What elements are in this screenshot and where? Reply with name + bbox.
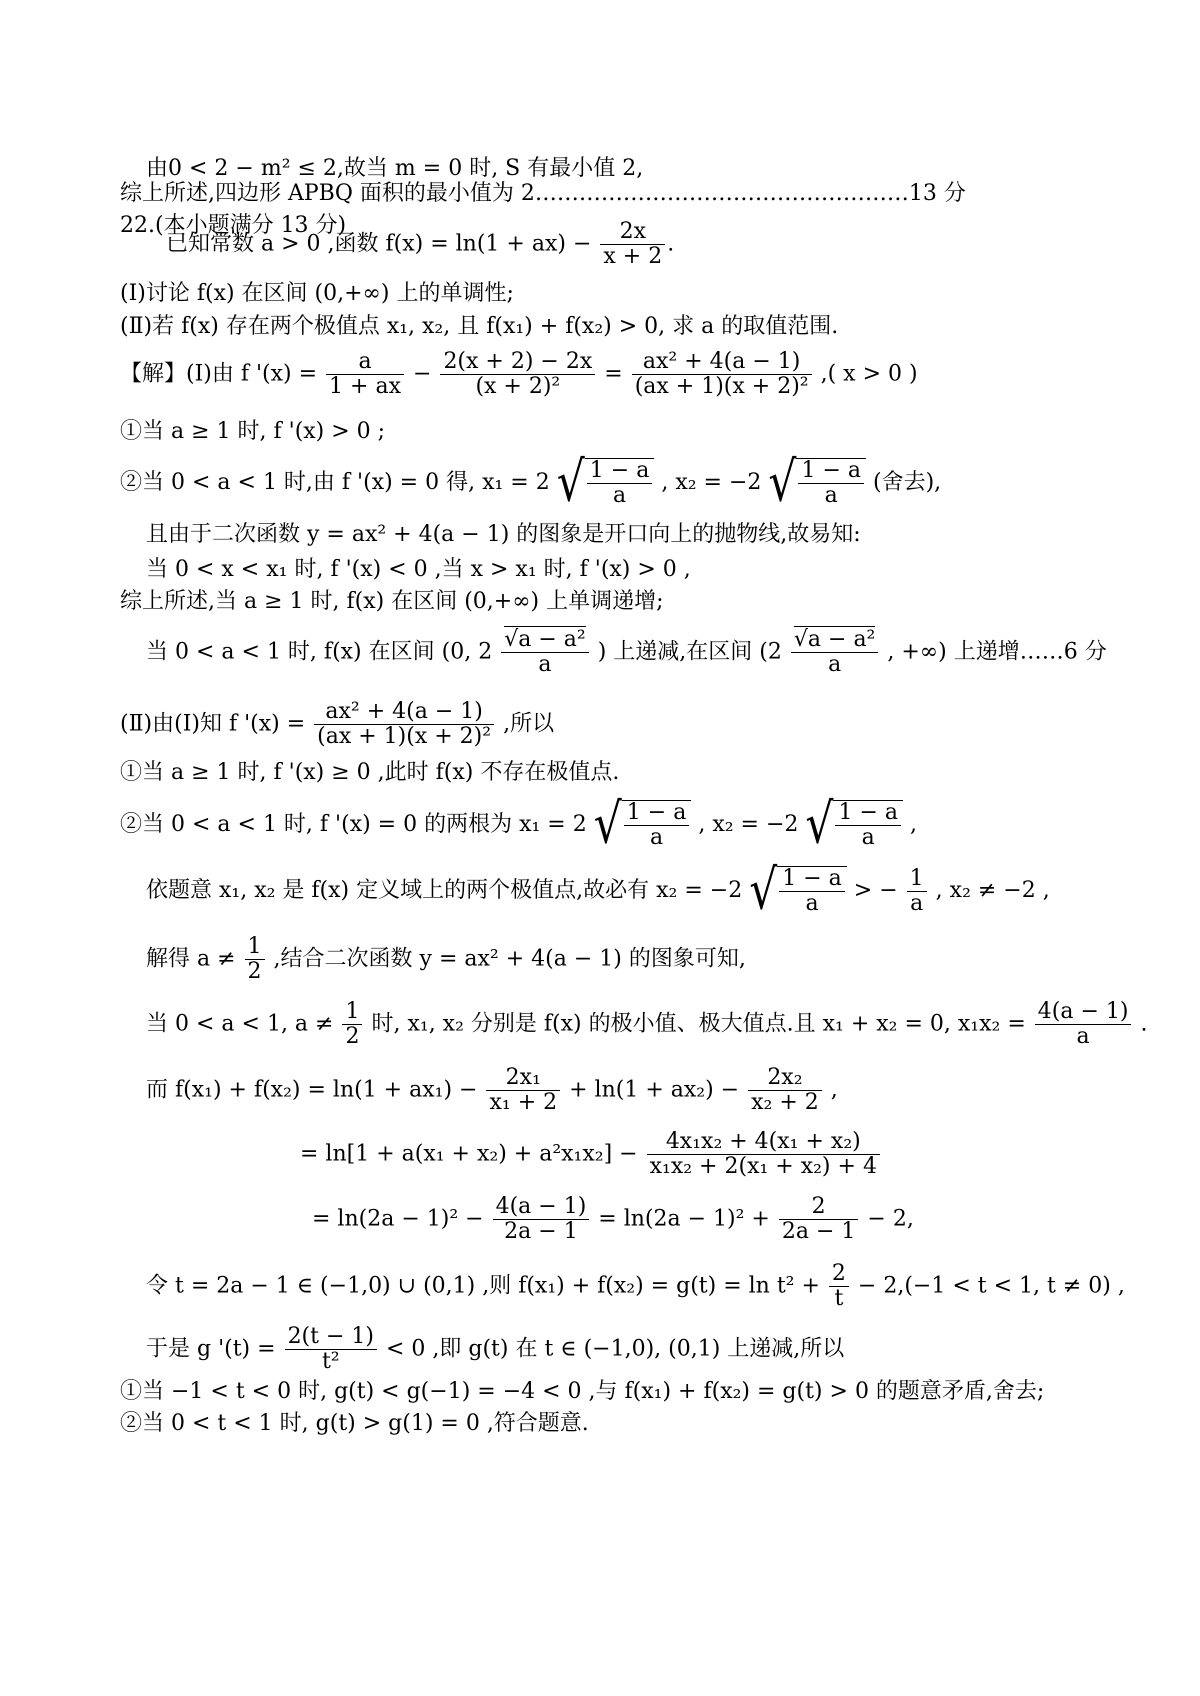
line-simplify-2: = ln(2a − 1)² − $\frac{4(a - 1)}{2a - 1}$ = ln(2a − 1)² + $\frac{2}{2a - 1}$ − 2, [312,1194,914,1244]
square-root: √ $\frac{1 - a}{a}$ [805,800,903,850]
line-substitution: 令 t = 2a − 1 ∈ (−1,0) ∪ (0,1) ,则 f(x₁) + f(x₂) = g(t) = ln t² + $\frac{2}{t}$ − 2,(−1 < t < 1, t ≠ 0) , [146,1261,1125,1311]
fraction: $\frac{4(a - 1)}{2a - 1}$ [493,1195,590,1244]
part-2-derivative: (Ⅱ)由(Ⅰ)知 f '(x) = $\frac{\text{ax² + 4(a − 1)}}{\text{(ax + 1)(x + 2)²}}$ ,所以 [120,699,555,749]
fraction: $\frac{1}{2}$ [342,1000,362,1049]
fraction: $\frac{a}{1 + ax}$ [326,350,404,399]
square-root: √ $\frac{1 - a}{a}$ [594,800,692,850]
line-sum-expression: 而 f(x₁) + f(x₂) = ln(1 + ax₁) − $\frac{\text{2x₁}}{\text{x₁ + 2}}$ + ln(1 + ax₂) − $\frac{\text{2x₂}}{\text{x₂ + 2}}$ , [146,1065,838,1115]
square-root: √ $\frac{1 - a}{a}$ [768,458,866,508]
solution-derivative: 【解】(Ⅰ)由 f '(x) = $\frac{a}{1 + ax}$ − $\frac{2(x + 2) - 2x}{\text{(x + 2)²}}$ = $\frac{\text{ax² + 4(a − 1)}}{\text{(ax + 1)(x + 2)²}}$ ,( x > 0 ) [120,349,918,399]
fraction: $\frac{2}{t}$ [829,1262,849,1311]
fraction: $\frac{1}{a}$ [907,867,927,916]
fraction: $\frac{\text{ax² + 4(a − 1)}}{\text{(ax + 1)(x + 2)²}}$ [632,350,812,399]
fraction: $\frac{\text{√a − a²}}{a}$ [501,628,589,677]
fraction: $\frac{\text{√a − a²}}{a}$ [791,628,879,677]
part-2-case-1: ①当 a ≥ 1 时, f '(x) ≥ 0 ,此时 f(x) 不存在极值点. [120,760,620,785]
line-min-value: 由0 < 2 − m² ≤ 2,故当 m = 0 时, S 有最小值 2, [146,156,644,181]
line-monotonic-intervals: 当 0 < a < 1 时, f(x) 在区间 (0, 2 $\frac{\text{√a − a²}}{a}$ ) 上递减,在区间 (2 $\frac{\text{√a − a²}}{a}$ , +∞) 上递增……6 分 [146,627,1107,677]
part-2-case-2: ②当 0 < a < 1 时, f '(x) = 0 的两根为 x₁ = 2 √ $\frac{1 - a}{a}$ , x₂ = −2 √ $\frac{1 - a}{a}$ , [120,792,917,857]
line-case-t-negative: ①当 −1 < t < 0 时, g(t) < g(−1) = −4 < 0 ,与 f(x₁) + f(x₂) = g(t) > 0 的题意矛盾,舍去; [120,1379,1045,1404]
question-part-1: (Ⅰ)讨论 f(x) 在区间 (0,+∞) 上的单调性; [120,281,514,306]
fraction: $\frac{\text{ax² + 4(a − 1)}}{\text{(ax + 1)(x + 2)²}}$ [314,700,494,749]
line-extrema-points: 当 0 < a < 1, a ≠ $\frac{1}{2}$ 时, x₁, x₂ 分别是 f(x) 的极小值、极大值点.且 x₁ + x₂ = 0, x₁x₂ = $\frac{4(a - 1)}{a}$ . [146,999,1148,1049]
fraction: $\frac{2}{2a - 1}$ [779,1195,859,1244]
case-a-ge-1: ①当 a ≥ 1 时, f '(x) > 0 ; [120,419,386,444]
line-simplify-1: = ln[1 + a(x₁ + x₂) + a²x₁x₂] − $\frac{\text{4x₁x₂ + 4(x₁ + x₂)}}{\text{x₁x₂ + 2(x₁ + x₂) + 4}}$ [300,1130,882,1179]
fraction: $\frac{\text{2x₁}}{\text{x₁ + 2}}$ [486,1066,560,1115]
line-solve-a: 解得 a ≠ $\frac{1}{2}$ ,结合二次函数 y = ax² + 4(a − 1) 的图象可知, [146,934,746,984]
fraction: $\frac{2(t - 1)}{\text{t²}}$ [285,1325,377,1374]
square-root: √ $\frac{1 - a}{a}$ [557,458,655,508]
fraction: $\frac{4(a - 1)}{a}$ [1035,1000,1132,1049]
line-domain-condition: 依题意 x₁, x₂ 是 f(x) 定义域上的两个极值点,故必有 x₂ = −2 √ $\frac{1 - a}{a}$ > − $\frac{1}{a}$ , x₂ ≠ −2 , [146,858,1050,923]
fraction: $\frac{\text{4x₁x₂ + 4(x₁ + x₂)}}{\text{x₁x₂ + 2(x₁ + x₂) + 4}}$ [647,1130,880,1179]
square-root: √ $\frac{1 - a}{a}$ [749,866,847,916]
fraction: $\frac{\text{2x₂}}{\text{x₂ + 2}}$ [748,1066,822,1115]
line-sign-analysis: 当 0 < x < x₁ 时, f '(x) < 0 ,当 x > x₁ 时, f '(x) > 0 , [146,557,691,582]
question-part-2: (Ⅱ)若 f(x) 存在两个极值点 x₁, x₂, 且 f(x₁) + f(x₂) > 0, 求 a 的取值范围. [120,314,839,339]
fraction: $\frac{1}{2}$ [245,935,265,984]
line-parabola: 且由于二次函数 y = ax² + 4(a − 1) 的图象是开口向上的抛物线,故易知: [146,522,861,547]
case-a-lt-1: ②当 0 < a < 1 时,由 f '(x) = 0 得, x₁ = 2 √ $\frac{1 - a}{a}$ , x₂ = −2 √ $\frac{1 - a}{a}$ (舍去), [120,450,942,515]
line-g-derivative: 于是 g '(t) = $\frac{2(t - 1)}{\text{t²}}$ < 0 ,即 g(t) 在 t ∈ (−1,0), (0,1) 上递减,所以 [146,1324,845,1374]
line-conclusion-1: 综上所述,当 a ≥ 1 时, f(x) 在区间 (0,+∞) 上单调递增; [120,589,664,614]
line-case-t-positive: ②当 0 < t < 1 时, g(t) > g(1) = 0 ,符合题意. [120,1411,589,1436]
line-area-conclusion: 综上所述,四边形 APBQ 面积的最小值为 2……………………………………………13 分 [120,181,966,206]
problem-statement: 已知常数 a > 0 ,函数 f(x) = ln(1 + ax) − $\frac{2x}{x + 2}$ . [166,219,675,269]
fraction: $\frac{2x}{x + 2}$ [600,220,665,269]
fraction: $\frac{2(x + 2) - 2x}{\text{(x + 2)²}}$ [440,350,595,399]
problem-heading: 22.(本小题满分 13 分) [120,213,347,238]
